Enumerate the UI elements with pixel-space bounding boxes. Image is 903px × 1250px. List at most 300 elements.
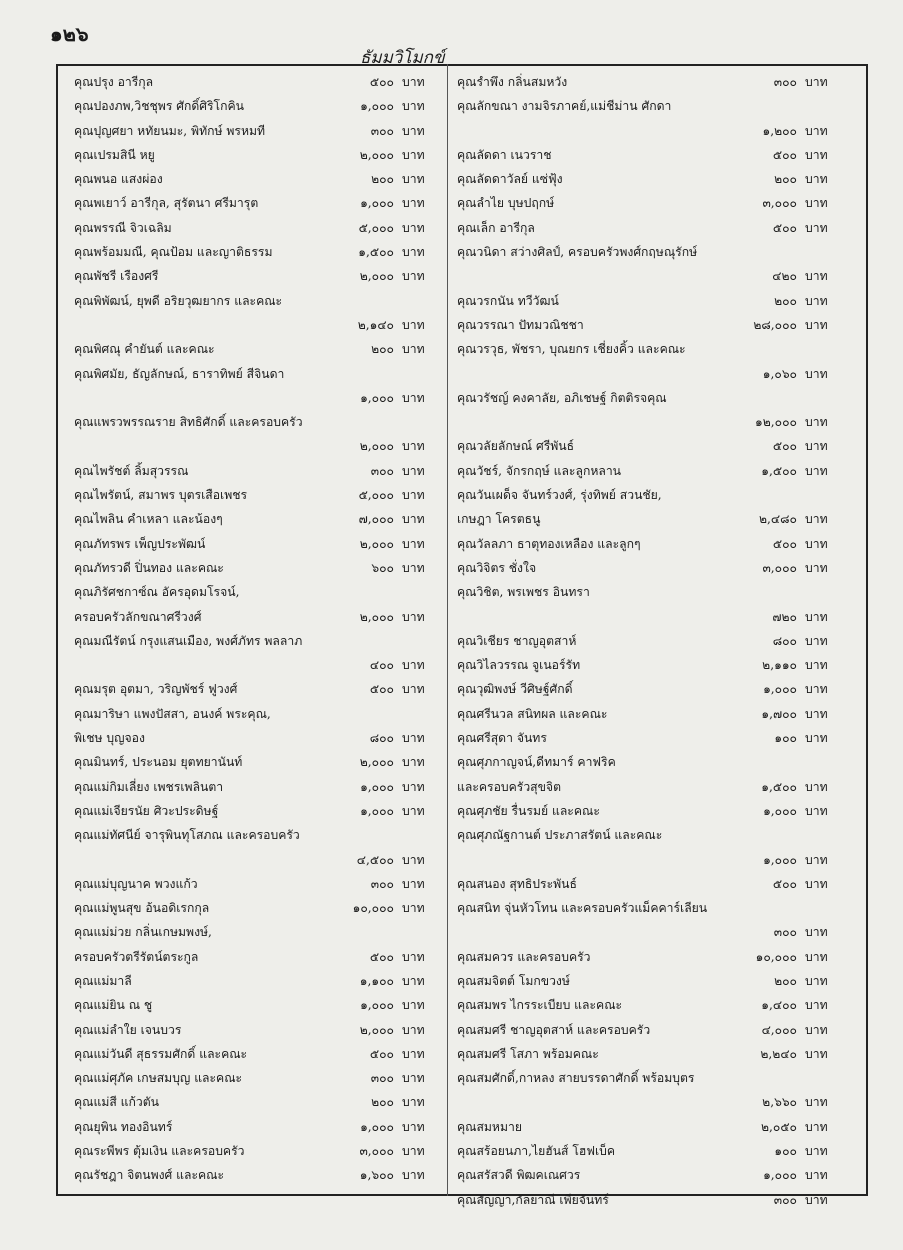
running-title: ธัมมวิโมกข์ (360, 48, 445, 68)
donor-name: คุณพิพัฒน์, ยุพดี อริยวุฒยากร และคณะ (74, 293, 283, 308)
donor-entry (457, 1163, 837, 1187)
donor-entry (74, 750, 434, 774)
donation-amount: ๕๐๐ (369, 949, 394, 964)
donor-entry (74, 507, 434, 531)
donor-entry (457, 896, 837, 945)
currency-unit: บาท (805, 706, 828, 721)
donation-amount: ๔,๕๐๐ (356, 852, 394, 867)
donor-entry (457, 1042, 837, 1066)
donation-amount: ๒,๑๔๐ (357, 317, 394, 332)
donor-name: คุณเปรมสินี หยู (74, 147, 155, 162)
donor-entry (74, 459, 434, 483)
donor-name-continued: ครอบครัวลักขณาศรีวงศ์ (74, 609, 202, 624)
donor-name: คุณสมศรี โสภา พร้อมคณะ (457, 1046, 599, 1061)
currency-unit: บาท (805, 463, 828, 478)
currency-unit: บาท (805, 75, 828, 89)
donor-name: คุณลักขณา งามจิรภาคย์,แม่ชีม่าน ศักดา (457, 99, 672, 114)
donor-entry (74, 240, 434, 264)
donor-name: คุณแม่กิมเลี่ยง เพชรเพลินตา (74, 779, 224, 794)
currency-unit: บาท (805, 1144, 828, 1159)
currency-unit: บาท (805, 1168, 828, 1183)
donor-entry (74, 556, 434, 580)
donor-name: คุณศรีนวล สนิทผล และคณะ (457, 706, 608, 721)
currency-unit: บาท (805, 366, 828, 381)
donor-name: คุณวนิดา สว่างศิลป์, ครอบครัวพงศ์กฤษณุรักษ์ (457, 245, 698, 260)
currency-unit: บาท (402, 463, 425, 478)
currency-unit: บาท (805, 731, 828, 746)
donor-entry (74, 94, 434, 118)
currency-unit: บาท (805, 852, 828, 867)
currency-unit: บาท (402, 1119, 425, 1134)
donor-entry (74, 677, 434, 701)
donor-entry (74, 143, 434, 167)
donor-name-continued (74, 313, 332, 337)
donor-entry (74, 289, 434, 338)
currency-unit: บาท (402, 488, 425, 503)
donor-entry (74, 1018, 434, 1042)
currency-unit: บาท (805, 925, 828, 940)
donation-amount: ๒,๐๐๐ (359, 1022, 394, 1037)
currency-unit: บาท (402, 75, 425, 89)
donation-amount: ๑,๐๐๐ (360, 390, 394, 405)
donor-name: คุณไพรัตน์, สมาพร บุตรเสือเพชร (74, 488, 248, 503)
donor-name-continued (74, 386, 332, 410)
currency-unit: บาท (805, 123, 828, 138)
donation-amount: ๑๐,๐๐๐ (755, 949, 797, 964)
donation-amount: ๑๐๐ (774, 1144, 797, 1159)
donation-amount: ๒,๐๐๐ (359, 609, 394, 624)
donation-amount: ๔,๐๐๐ (761, 1022, 797, 1037)
donation-amount: ๒๐๐ (371, 172, 394, 187)
donor-entry (457, 70, 837, 94)
donation-amount: ๑,๐๐๐ (360, 99, 394, 114)
donation-amount: ๕๐๐ (369, 1046, 394, 1061)
donor-name-continued: เกษฎา โครตธนู (457, 512, 541, 527)
donor-entry (74, 532, 434, 556)
donor-entry (457, 483, 837, 532)
donor-entry (74, 70, 434, 94)
donor-name: คุณปรุง อารีกุล (74, 75, 154, 89)
donation-amount: ๕๐๐ (772, 147, 797, 162)
currency-unit: บาท (402, 220, 425, 235)
donation-amount: ๑,๗๐๐ (761, 706, 797, 721)
donor-name: คุณพิศณุ คำยันต์ และคณะ (74, 342, 215, 357)
donation-amount: ๑,๐๐๐ (763, 1168, 797, 1183)
donation-amount: ๒,๐๐๐ (359, 536, 394, 551)
donor-entry (457, 1018, 837, 1042)
donor-entry (74, 1042, 434, 1066)
donation-amount: ๑,๐๐๐ (763, 852, 797, 867)
currency-unit: บาท (402, 560, 425, 575)
donation-amount: ๑,๕๐๐ (761, 779, 797, 794)
donor-entry (74, 216, 434, 240)
donor-entry (457, 702, 837, 726)
donor-entry (457, 216, 837, 240)
donor-entry (457, 677, 837, 701)
donor-name: คุณศุภกาญจน์,ดีทมาร์ คาฟริค (457, 755, 616, 770)
donor-name: คุณสัญญา,กัลยาณี เพียจันทร์ (457, 1192, 609, 1207)
currency-unit: บาท (805, 172, 828, 187)
donor-entry (457, 945, 837, 969)
donor-entry (457, 750, 837, 799)
currency-unit: บาท (402, 172, 425, 187)
donor-entry (74, 1139, 434, 1163)
currency-unit: บาท (805, 609, 828, 624)
donation-amount: ๑๒,๐๐๐ (755, 415, 797, 430)
currency-unit: บาท (402, 342, 425, 357)
donation-amount: ๒,๑๑๐ (762, 658, 797, 673)
donor-name: คุณวัลลภา ธาตุทองเหลือง และลูกๆ (457, 536, 641, 551)
donation-amount: ๗๒๐ (772, 609, 797, 624)
currency-unit: บาท (805, 512, 828, 527)
currency-unit: บาท (402, 245, 425, 260)
donor-name: คุณสร้อยนภา,ไยฮันส์ โฮฟเบ็ค (457, 1144, 616, 1159)
donation-amount: ๒๐๐ (774, 973, 797, 988)
donation-amount: ๒,๐๐๐ (359, 439, 394, 454)
donor-name: คุณรำพึง กลิ่นสมหวัง (457, 75, 568, 89)
donor-entry (74, 167, 434, 191)
donation-amount: ๓๐๐ (773, 925, 797, 940)
donor-entry (74, 264, 434, 288)
donor-entry (74, 920, 434, 969)
donor-name: คุณเล็ก อารีกุล (457, 220, 535, 235)
donor-name: คุณแม่ยิน ณ ชู (74, 998, 153, 1013)
donor-name: คุณวุฒิพงษ์ วีศิษฐ์ศักดิ์ (457, 682, 573, 697)
donor-name: คุณระพีพร ตุ้มเงิน และครอบครัว (74, 1144, 245, 1159)
currency-unit: บาท (402, 390, 425, 405)
donor-name-continued (457, 1090, 735, 1114)
currency-unit: บาท (805, 682, 828, 697)
donor-name-continued (74, 434, 332, 458)
donor-entry (457, 167, 837, 191)
currency-unit: บาท (402, 1095, 425, 1110)
donation-amount: ๑,๐๐๐ (360, 196, 394, 211)
donor-name: คุณแม่มาลี (74, 973, 132, 988)
donor-name: คุณวิจิตร ชั่งใจ (457, 560, 537, 575)
donor-name: คุณแม่สี แก้วตัน (74, 1095, 159, 1110)
donation-amount: ๖๐๐ (371, 560, 394, 575)
donation-amount: ๓๐๐ (773, 1192, 797, 1207)
donor-name: คุณพรรณี จิวเฉลิม (74, 220, 172, 235)
donor-name: คุณยุพิน ทองอินทร์ (74, 1119, 173, 1134)
donation-amount: ๑,๐๐๐ (360, 1119, 394, 1134)
donation-amount: ๓,๐๐๐ (359, 1144, 394, 1159)
currency-unit: บาท (402, 196, 425, 211)
donor-entry (457, 969, 837, 993)
donor-entry (457, 1188, 837, 1212)
page-number: ๑๒๖ (50, 22, 89, 46)
donor-entry (74, 362, 434, 411)
donor-entry (457, 337, 837, 386)
currency-unit: บาท (402, 1071, 425, 1086)
donation-amount: ๓๐๐ (370, 1071, 394, 1086)
donor-name: คุณวลัยลักษณ์ ศรีพันธ์ (457, 439, 575, 454)
currency-unit: บาท (402, 123, 425, 138)
currency-unit: บาท (805, 196, 828, 211)
currency-unit: บาท (402, 901, 425, 916)
donation-amount: ๓,๐๐๐ (762, 560, 797, 575)
donor-name-continued (74, 653, 332, 677)
currency-unit: บาท (805, 317, 828, 332)
donation-amount: ๑,๐๐๐ (360, 803, 394, 818)
donation-amount: ๕,๐๐๐ (358, 488, 394, 503)
donor-entry (74, 483, 434, 507)
donor-entry (457, 1139, 837, 1163)
currency-unit: บาท (805, 220, 828, 235)
donor-entry (457, 1115, 837, 1139)
donation-amount: ๑,๐๐๐ (763, 682, 797, 697)
currency-unit: บาท (805, 293, 828, 308)
donor-entry (74, 337, 434, 361)
donor-entry (74, 823, 434, 872)
donation-amount: ๕๐๐ (369, 682, 394, 697)
currency-unit: บาท (805, 147, 828, 162)
donor-entry (457, 143, 837, 167)
donor-name: คุณปุญศยา หทัยนมะ, พิทักษ์ พรหมที (74, 123, 266, 138)
donor-name: คุณลำไย บุษปฤกษ์ (457, 196, 555, 211)
donor-name: คุณแม่พูนสุข อ้นอดิเรกกุล (74, 901, 210, 916)
donor-name: คุณภิรัศชกาซ์ณ อัครอุดมโรจน์, (74, 585, 240, 600)
donor-name: คุณวันเผด็จ จันทร์วงศ์, รุ่งทิพย์ สวนชัย, (457, 488, 662, 503)
donor-name: คุณศรีสุดา จันทร (457, 731, 547, 746)
donor-name: คุณปองภพ,วิชชุพร ศักดิ์ศิริโกคิน (74, 99, 244, 114)
donation-amount: ๕,๐๐๐ (358, 220, 394, 235)
donation-amount: ๒,๖๖๐ (762, 1095, 797, 1110)
currency-unit: บาท (402, 731, 425, 746)
donation-amount: ๑๐,๐๐๐ (352, 901, 394, 916)
donor-name-continued: ครอบครัวตรีรัตน์ตระกูล (74, 949, 199, 964)
donor-name: คุณวิไลวรรณ จูเนอร์รัท (457, 658, 581, 673)
donor-name: คุณมรุต อุตมา, วริญพัชร์ ฟูวงศ์ (74, 682, 238, 697)
donor-name: คุณวิชิต, พรเพชร อินทรา (457, 585, 590, 600)
donation-amount: ๒๘,๐๐๐ (753, 317, 797, 332)
donation-amount: ๒,๐๐๐ (359, 147, 394, 162)
donor-name: คุณแม่ทัศนีย์ จารุพินทุโสภณ และครอบครัว (74, 828, 300, 843)
currency-unit: บาท (805, 633, 828, 648)
currency-unit: บาท (805, 658, 828, 673)
donation-amount: ๓,๐๐๐ (762, 196, 797, 211)
donor-name: คุณสมพร ไกรระเบียบ และคณะ (457, 998, 623, 1013)
currency-unit: บาท (402, 147, 425, 162)
currency-unit: บาท (402, 876, 425, 891)
currency-unit: บาท (402, 973, 425, 988)
currency-unit: บาท (402, 1046, 425, 1061)
currency-unit: บาท (805, 876, 828, 891)
currency-unit: บาท (402, 949, 425, 964)
currency-unit: บาท (402, 658, 425, 673)
donor-name-continued (74, 848, 332, 872)
donor-entry (457, 1066, 837, 1115)
currency-unit: บาท (402, 779, 425, 794)
donor-entry (457, 993, 837, 1017)
donor-name-continued (457, 605, 735, 629)
donation-amount: ๘๐๐ (369, 731, 394, 746)
donor-entry (74, 702, 434, 751)
donor-name: คุณแม่ม่วย กลิ่นเกษมพงษ์, (74, 925, 212, 940)
currency-unit: บาท (805, 269, 828, 284)
donor-name: คุณลัดดา เนวราช (457, 147, 552, 162)
currency-unit: บาท (805, 949, 828, 964)
donor-entry (457, 726, 837, 750)
donation-amount: ๓๐๐ (773, 75, 797, 89)
donor-entry (74, 1115, 434, 1139)
donor-entry (457, 289, 837, 313)
donor-name: คุณสมศรี ชาญอุตสาห์ และครอบครัว (457, 1022, 651, 1037)
donor-name: คุณวรัชญ์ คงคาลัย, อภิเชษฐ์ กิตติรจคุณ (457, 390, 667, 405)
currency-unit: บาท (402, 99, 425, 114)
donation-amount: ๔๒๐ (772, 269, 797, 284)
currency-unit: บาท (402, 512, 425, 527)
donor-entry (457, 240, 837, 289)
donor-list-left (74, 70, 434, 1188)
donation-amount: ๒๐๐ (774, 293, 797, 308)
donor-entry (74, 872, 434, 896)
donor-entry (457, 313, 837, 337)
donation-amount: ๓๐๐ (370, 876, 394, 891)
donor-name: คุณสมจิตต์ โมกขวงษ์ (457, 973, 570, 988)
donation-amount: ๓๐๐ (370, 123, 394, 138)
donation-amount: ๑,๒๐๐ (762, 123, 797, 138)
donor-name: คุณแม่ศุภัค เกษสมบุญ และคณะ (74, 1071, 243, 1086)
currency-unit: บาท (402, 803, 425, 818)
currency-unit: บาท (805, 973, 828, 988)
donor-entry (74, 580, 434, 629)
donation-amount: ๕๐๐ (772, 220, 797, 235)
donor-name: คุณแม่วันดี สุธรรมศักดิ์ และคณะ (74, 1046, 248, 1061)
donor-entry (74, 1163, 434, 1187)
donation-amount: ๔๐๐ (369, 658, 394, 673)
donation-amount: ๑,๔๐๐ (761, 998, 797, 1013)
donation-amount: ๑,๖๐๐ (359, 1168, 394, 1183)
donation-amount: ๑,๐๐๐ (360, 998, 394, 1013)
donor-name: คุณมณีรัตน์ กรุงแสนเมือง, พงศ์ภัทร พลลาภ (74, 633, 303, 648)
donor-entry (457, 872, 837, 896)
donation-amount: ๗,๐๐๐ (358, 512, 394, 527)
donor-name: คุณแม่เจียรนัย ศิวะประดิษฐ์ (74, 803, 219, 818)
donor-name-continued (457, 362, 735, 386)
donor-entry (457, 532, 837, 556)
donation-amount: ๕๐๐ (772, 536, 797, 551)
donor-name: คุณแม่บุญนาค พวงแก้ว (74, 876, 198, 891)
donor-name-continued (457, 920, 735, 944)
donor-entry (74, 775, 434, 799)
currency-unit: บาท (402, 998, 425, 1013)
donor-name: คุณรัชฎา จิตนพงศ์ และคณะ (74, 1168, 225, 1183)
donor-name-continued (457, 410, 735, 434)
donation-amount: ๒,๐๐๐ (359, 269, 394, 284)
donation-amount: ๒,๐๕๐ (760, 1119, 797, 1134)
currency-unit: บาท (805, 1046, 828, 1061)
donor-name: คุณแพรวพรรณราย สิทธิศักดิ์ และครอบครัว (74, 415, 303, 430)
donor-entry (457, 459, 837, 483)
donor-list-right (457, 70, 837, 1212)
currency-unit: บาท (402, 1144, 425, 1159)
donor-entry (74, 799, 434, 823)
currency-unit: บาท (805, 415, 828, 430)
donor-name: คุณสมหมาย (457, 1119, 522, 1134)
donor-entry (74, 410, 434, 459)
donation-amount: ๒,๒๔๐ (760, 1046, 797, 1061)
donor-entry (74, 896, 434, 920)
donor-entry (457, 191, 837, 215)
donor-name: คุณพนอ แสงผ่อง (74, 172, 163, 187)
donor-name: คุณพร้อมมณี, คุณป้อม และญาติธรรม (74, 245, 273, 260)
donor-entry (457, 629, 837, 653)
donor-entry (74, 1090, 434, 1114)
currency-unit: บาท (805, 439, 828, 454)
donation-amount: ๒๐๐ (371, 342, 394, 357)
currency-unit: บาท (402, 536, 425, 551)
currency-unit: บาท (402, 1168, 425, 1183)
donor-name: คุณศุภณัฐกานต์ ประภาสรัตน์ และคณะ (457, 828, 663, 843)
donor-name: คุณมินทร์, ประนอม ยุตทยานันท์ (74, 755, 243, 770)
donor-name: คุณไพลิน คำเหลา และน้องๆ (74, 512, 223, 527)
donor-entry (74, 1066, 434, 1090)
donor-name-continued: และครอบครัวสุขจิต (457, 779, 561, 794)
donor-name: คุณวรกนัน ทวีวัฒน์ (457, 293, 559, 308)
currency-unit: บาท (805, 560, 828, 575)
donor-entry (457, 799, 837, 823)
donor-name-continued: พิเชษ บุญจอง (74, 731, 145, 746)
donor-entry (457, 94, 837, 143)
donor-name: คุณสรัสวดี พิฒคเณศวร (457, 1168, 581, 1183)
currency-unit: บาท (805, 803, 828, 818)
donor-name: คุณพเยาว์ อารีกุล, สุรัตนา ศรีมารุต (74, 196, 259, 211)
currency-unit: บาท (805, 1192, 828, 1207)
donation-amount: ๓๐๐ (370, 463, 394, 478)
donation-amount: ๒๐๐ (774, 172, 797, 187)
donor-name: คุณพิศมัย, ธัญลักษณ์, ธาราทิพย์ สีจินดา (74, 366, 285, 381)
donor-entry (457, 653, 837, 677)
donor-name: คุณภัทรพร เพ็ญประพัฒน์ (74, 536, 206, 551)
donation-amount: ๑,๐๖๐ (762, 366, 797, 381)
donation-amount: ๕๐๐ (772, 876, 797, 891)
donor-name: คุณลัดดาวัลย์ แซ่ฟุ้ง (457, 172, 563, 187)
donation-amount: ๑,๕๐๐ (761, 463, 797, 478)
donor-name: คุณสมควร และครอบครัว (457, 949, 591, 964)
donation-amount: ๑,๐๐๐ (763, 803, 797, 818)
donation-amount: ๒๐๐ (371, 1095, 394, 1110)
donor-name: คุณไพรัชต์ ลิ้มสุวรรณ (74, 463, 189, 478)
donor-name: คุณวิเชียร ชาญอุตสาห์ (457, 633, 577, 648)
donor-name: คุณสนิท จุ่นหัวโทน และครอบครัวแม็คคาร์เลียน (457, 901, 708, 916)
currency-unit: บาท (805, 536, 828, 551)
donor-entry (74, 191, 434, 215)
donor-name-continued (457, 848, 735, 872)
currency-unit: บาท (805, 1022, 828, 1037)
column-divider (447, 64, 448, 1196)
donor-name: คุณมาริษา แพงปัสสา, อนงค์ พระคุณ, (74, 706, 271, 721)
donation-amount: ๒,๐๐๐ (359, 755, 394, 770)
donation-amount: ๒,๔๘๐ (759, 512, 797, 527)
currency-unit: บาท (805, 779, 828, 794)
donation-amount: ๕๐๐ (369, 75, 394, 89)
donor-name-continued (457, 119, 735, 143)
currency-unit: บาท (402, 682, 425, 697)
donor-entry (74, 119, 434, 143)
donor-name: คุณวรรณา ปัทมวณิชชา (457, 317, 584, 332)
donor-name: คุณสนอง สุทธิประพันธ์ (457, 876, 577, 891)
donor-entry (74, 629, 434, 678)
donation-amount: ๑,๑๐๐ (359, 973, 394, 988)
donation-amount: ๑๐๐ (774, 731, 797, 746)
currency-unit: บาท (402, 439, 425, 454)
donor-name: คุณแม่ลำใย เจนบวร (74, 1022, 182, 1037)
currency-unit: บาท (805, 1095, 828, 1110)
donor-entry (457, 434, 837, 458)
donation-amount: ๘๐๐ (772, 633, 797, 648)
donor-entry (74, 993, 434, 1017)
